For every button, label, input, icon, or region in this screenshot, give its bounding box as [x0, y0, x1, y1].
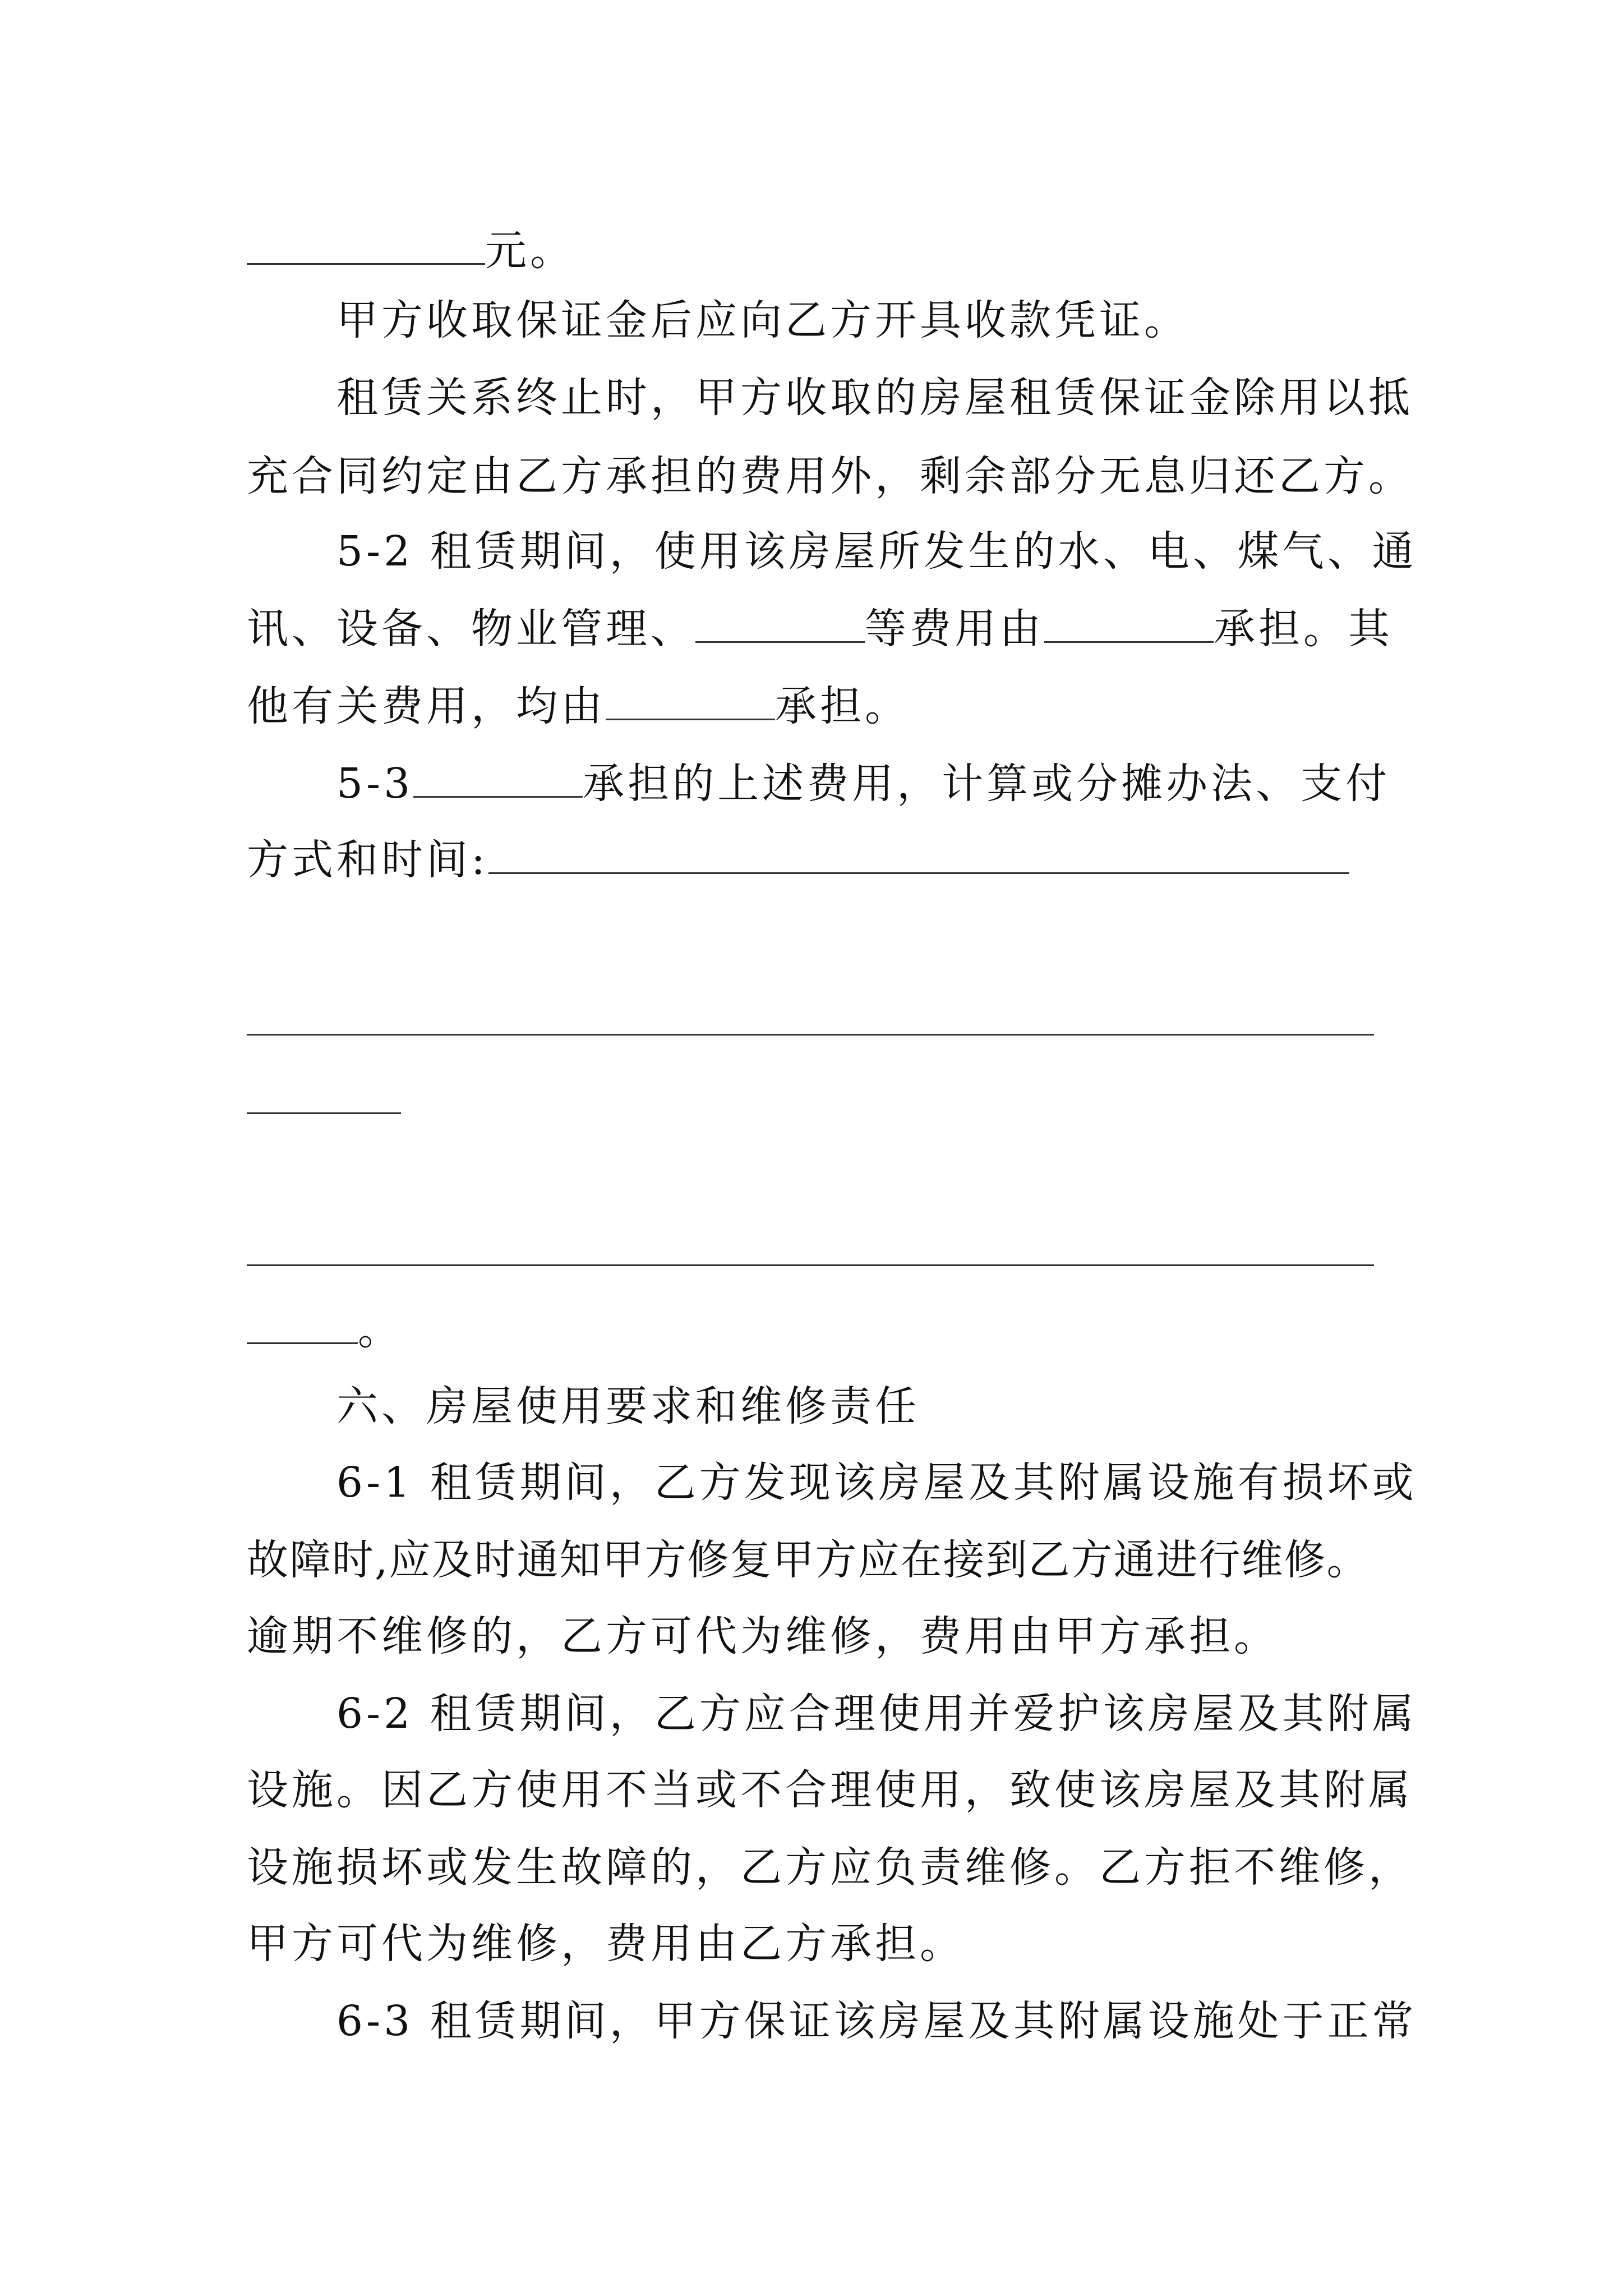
fill-blank: [606, 719, 775, 720]
fill-blank: [413, 796, 583, 798]
line-text: 。: [358, 1306, 403, 1354]
line-text: 5-2 租赁期间，使用该房屋所发生的水、电、煤气、通: [336, 527, 1417, 576]
paragraph-line: [247, 1843, 1413, 1892]
line-text: 设施。因乙方使用不当或不合理使用，致使该房屋及其附属: [247, 1766, 1413, 1814]
paragraph-line: [336, 296, 1189, 344]
line-text: 6-3 租赁期间，甲方保证该房屋及其附属设施处于正常: [336, 1997, 1417, 2045]
section-heading: [336, 1382, 920, 1430]
fill-blank: [247, 1342, 358, 1344]
line-text: 租赁关系终止时，甲方收取的房屋租赁保证金除用以抵: [336, 374, 1413, 422]
line-text: 设施损坏或发生故障的，乙方应负责维修。乙方拒不维修，: [247, 1843, 1413, 1892]
line-text: 充合同约定由乙方承担的费用外，剩余部分无息归还乙方。: [247, 452, 1413, 500]
paragraph-line: [336, 374, 1413, 422]
fill-blank-line: [247, 1264, 1374, 1266]
line-text: 六、房屋使用要求和维修责任: [336, 1382, 920, 1430]
paragraph-line: [247, 1920, 965, 1968]
line-text: 甲方可代为维修，费用由乙方承担。: [247, 1920, 965, 1968]
text-line: [247, 227, 575, 275]
clause-6-1: [336, 1458, 1417, 1507]
clause-5-3: [336, 760, 1391, 808]
clause-6-2: [336, 1690, 1417, 1738]
paragraph-line: [247, 605, 1393, 653]
line-text: 5-3: [336, 760, 414, 808]
line-text: 等费用由: [865, 605, 1044, 653]
fill-blank-line: [247, 1034, 1374, 1036]
line-text: 他有关费用，均由: [247, 682, 606, 730]
paragraph-line: [247, 1612, 1279, 1660]
line-text: 讯、设备、物业管理、: [247, 605, 695, 653]
fill-blank: [247, 263, 485, 265]
text-line: [247, 1306, 403, 1354]
line-text: 承担。其: [1214, 605, 1393, 653]
paragraph-line: [247, 836, 1349, 884]
line-text: 逾期不维修的，乙方可代为维修，费用由甲方承担。: [247, 1612, 1279, 1660]
fill-blank: [488, 872, 1349, 874]
line-text: 承担的上述费用，计算或分摊办法、支付: [583, 760, 1391, 808]
line-text: 承担。: [775, 682, 910, 730]
clause-5-2: [336, 527, 1417, 576]
line-text: 6-2 租赁期间，乙方应合理使用并爱护该房屋及其附属: [336, 1690, 1417, 1738]
paragraph-line: [247, 1536, 1370, 1584]
paragraph-line: [247, 452, 1413, 500]
fill-blank: [695, 641, 865, 643]
line-text: 故障时,应及时通知甲方修复甲方应在接到乙方通进行维修。: [247, 1536, 1370, 1584]
line-text: 甲方收取保证金后应向乙方开具收款凭证。: [336, 296, 1189, 344]
paragraph-line: [247, 682, 910, 730]
fill-blank-line: [247, 1112, 401, 1114]
line-text: 方式和时间:: [247, 836, 488, 884]
line-text: 6-1 租赁期间，乙方发现该房屋及其附属设施有损坏或: [336, 1458, 1417, 1507]
line-text: 元。: [485, 227, 575, 275]
clause-6-3: [336, 1997, 1417, 2045]
fill-blank: [1044, 641, 1214, 643]
paragraph-line: [247, 1766, 1413, 1814]
